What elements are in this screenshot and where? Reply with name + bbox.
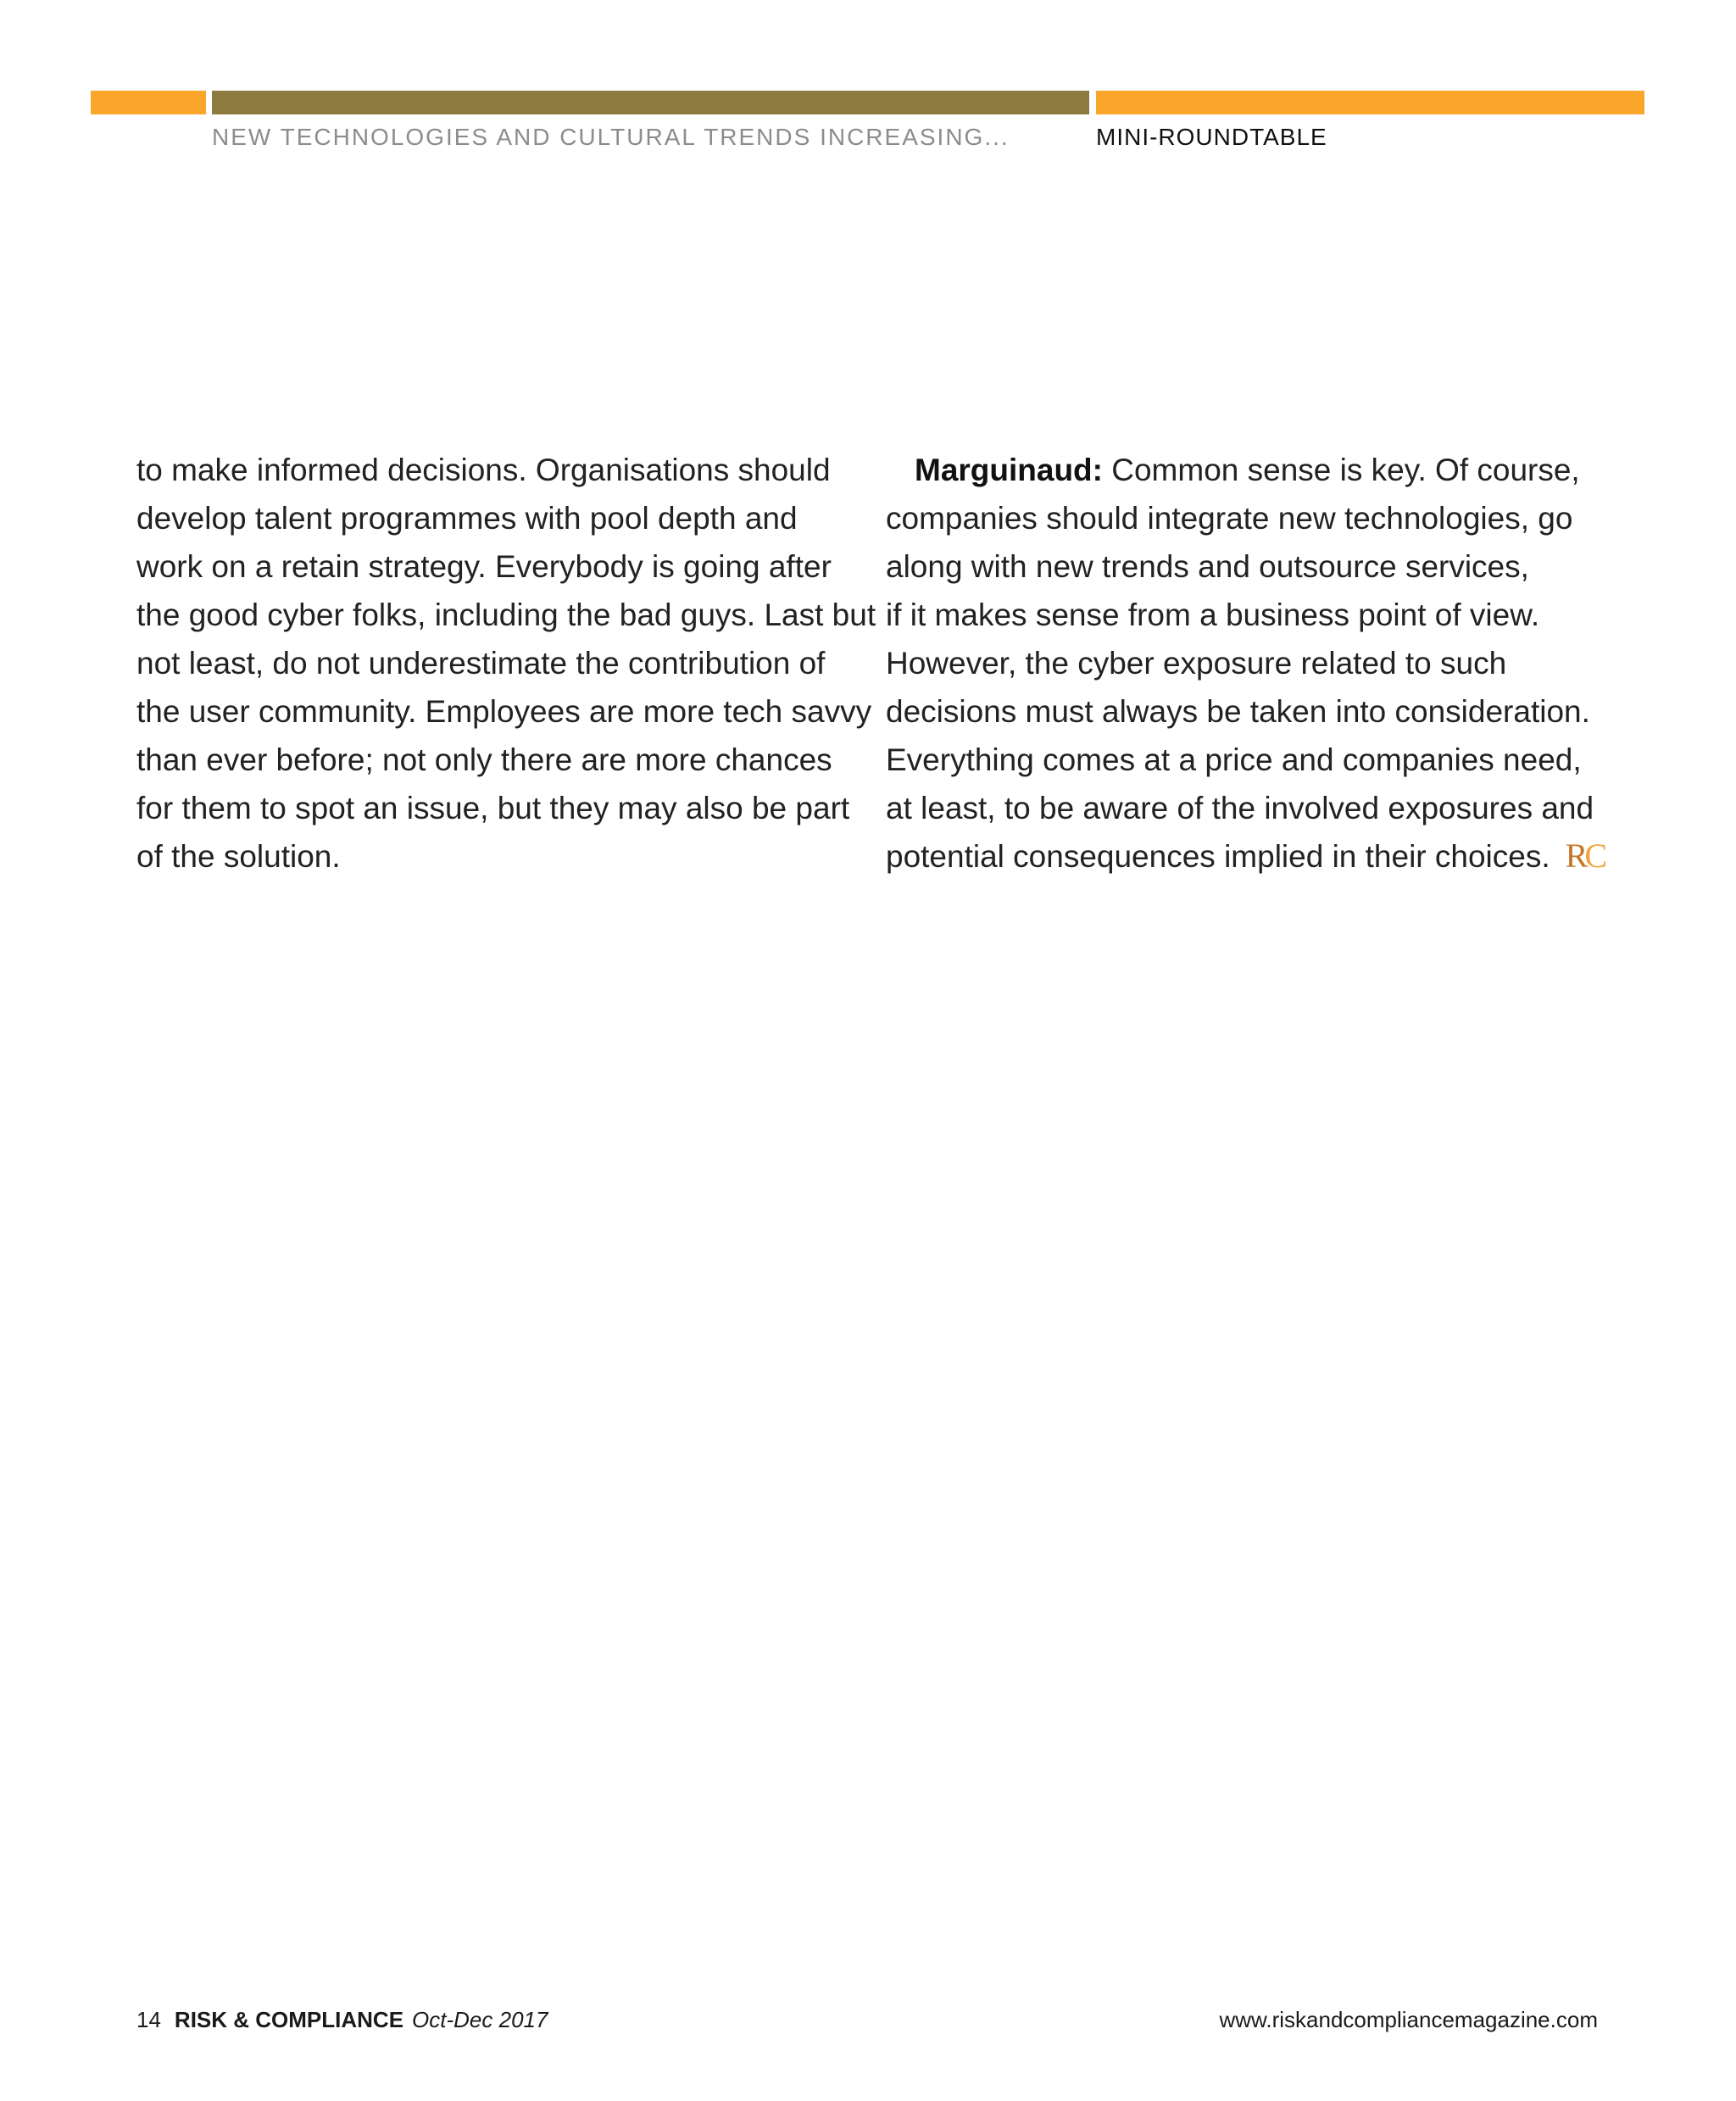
body-line: work on a retain strategy. Everybody is going after <box>136 549 832 584</box>
magazine-name: RISK & COMPLIANCE <box>174 2007 404 2032</box>
left-column <box>136 446 876 881</box>
body-line: along with new trends and outsource services, <box>886 549 1529 584</box>
body-line: to make informed decisions. Organisations should <box>136 453 831 487</box>
body-line: not least, do not underestimate the contribution of <box>136 646 826 681</box>
body-line: the user community. Employees are more tech savvy <box>136 694 872 729</box>
right-column <box>886 446 1615 881</box>
body-line: for them to spot an issue, but they may also be part <box>136 791 850 825</box>
page-number: 14 <box>136 2007 161 2032</box>
body-line: However, the cyber exposure related to such <box>886 646 1507 681</box>
body-line: develop talent programmes with pool depth and <box>136 501 798 536</box>
body-line-last <box>886 832 1615 881</box>
body-line-first <box>886 446 1615 494</box>
issue-date: Oct-Dec 2017 <box>412 2007 548 2032</box>
header-bar-middle <box>212 91 1089 114</box>
body-line: at least, to be aware of the involved exposures and <box>886 791 1594 825</box>
body-line: than ever before; not only there are more chances <box>136 742 832 777</box>
footer-left <box>136 2007 548 2033</box>
body-line: the good cyber folks, including the bad guys. Last but <box>136 598 876 632</box>
body-line-text: Common sense is key. Of course, <box>1102 453 1580 487</box>
footer-url[interactable]: www.riskandcompliancemagazine.com <box>1219 2007 1598 2032</box>
running-title: NEW TECHNOLOGIES AND CULTURAL TRENDS INCREASING... <box>212 124 1010 150</box>
body-line: companies should integrate new technologies, go <box>886 501 1573 536</box>
section-label: MINI-ROUNDTABLE <box>1096 124 1327 150</box>
header-bar-left <box>91 91 206 114</box>
body-line-text: potential consequences implied in their choices. <box>886 839 1550 874</box>
speaker-name: Marguinaud: <box>915 453 1103 487</box>
rc-logo-icon: RC <box>1565 837 1608 875</box>
body-line: of the solution. <box>136 839 341 874</box>
body-line: decisions must always be taken into consideration. <box>886 694 1590 729</box>
body-line: if it makes sense from a business point of view. <box>886 598 1540 632</box>
body-line: Everything comes at a price and companies need, <box>886 742 1582 777</box>
header-bar-right <box>1096 91 1644 114</box>
